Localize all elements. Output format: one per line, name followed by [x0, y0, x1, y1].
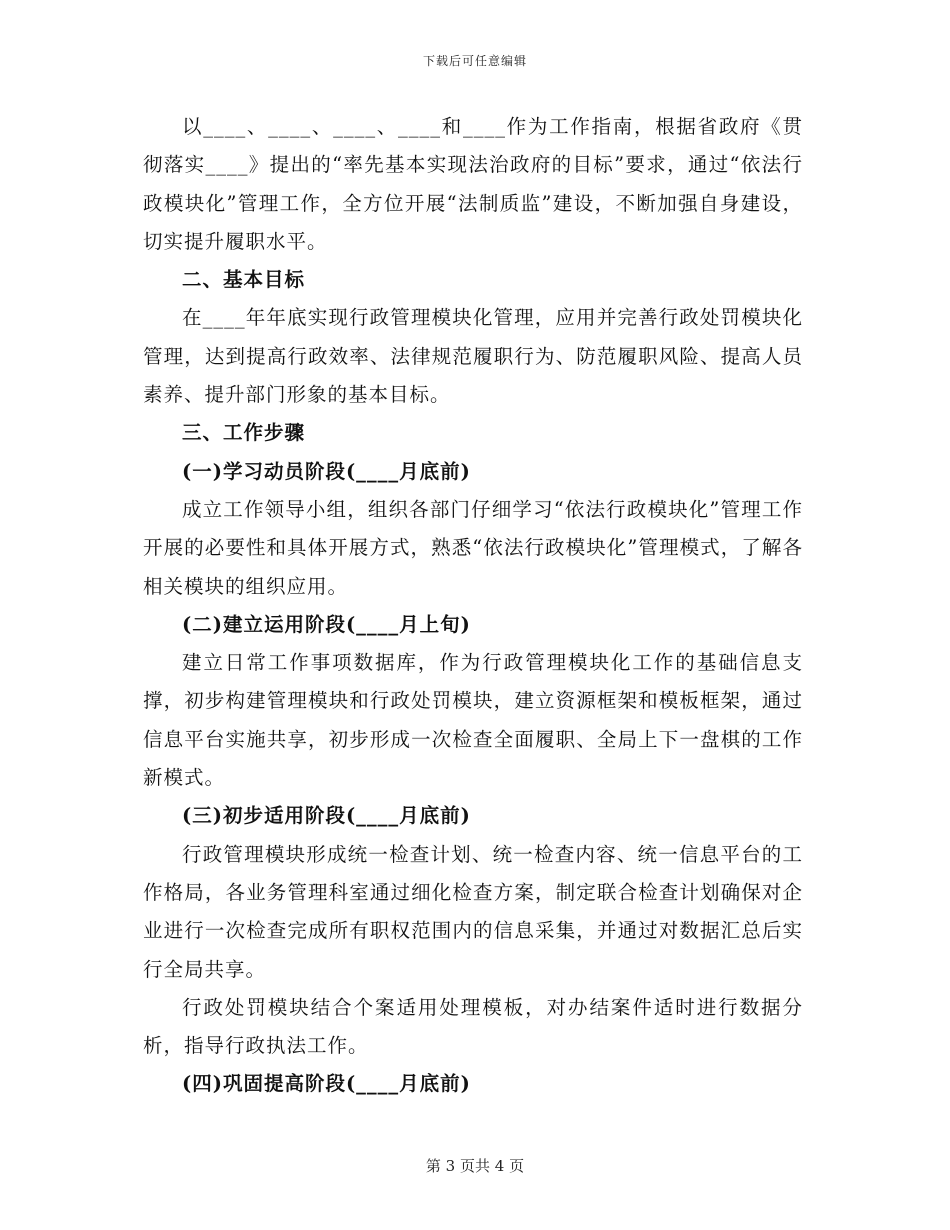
subheading-stage-3: (三)初步适用阶段(____月底前): [182, 804, 471, 828]
document-body: [143, 108, 803, 1104]
subheading-stage-4: (四)巩固提高阶段(____月底前): [182, 1072, 471, 1096]
paragraph-stage-2: 建立日常工作事项数据库，作为行政管理模块化工作的基础信息支撑，初步构建管理模块和行政处罚模块，建立资源框架和模板框架，通过信息平台实施共享，初步形成一次检查全面履职、全局上下一盘棋的工作新模式。: [143, 651, 803, 790]
page-header: 下载后可任意编辑: [422, 54, 527, 68]
subheading-stage-2: (二)建立运用阶段(____月上旬): [182, 612, 471, 636]
page-footer: 第 3 页共 4 页: [425, 1157, 525, 1175]
paragraph-stage-1: 成立工作领导小组，组织各部门仔细学习“依法行政模块化”管理工作开展的必要性和具体开展方式，熟悉“依法行政模块化”管理模式，了解各相关模块的组织应用。: [143, 497, 803, 598]
section-heading-work-steps: 三、工作步骤: [182, 421, 306, 445]
subheading-stage-1: (一)学习动员阶段(____月底前): [182, 459, 471, 483]
paragraph-stage-3-a: 行政管理模块形成统一检查计划、统一检查内容、统一信息平台的工作格局，各业务管理科室通过细化检查方案，制定联合检查计划确保对企业进行一次检查完成所有职权范围内的信息采集，并通过对数据汇总后实行全局共享。: [143, 842, 803, 981]
paragraph-basic-goals: 在____年年底实现行政管理模块化管理，应用并完善行政处罚模块化管理，达到提高行政效率、法律规范履职行为、防范履职风险、提高人员素养、提升部门形象的基本目标。: [143, 306, 803, 407]
paragraph-intro: 以____、____、____、____和____作为工作指南，根据省政府《贯彻落实____》提出的“率先基本实现法治政府的目标”要求，通过“依法行政模块化”管理工作，全方位开展“法制质监”建设，不断加强自身建设，切实提升履职水平。: [143, 115, 803, 253]
paragraph-stage-3-b: 行政处罚模块结合个案适用处理模板，对办结案件适时进行数据分析，指导行政执法工作。: [143, 995, 803, 1058]
section-heading-basic-goals: 二、基本目标: [182, 268, 306, 292]
